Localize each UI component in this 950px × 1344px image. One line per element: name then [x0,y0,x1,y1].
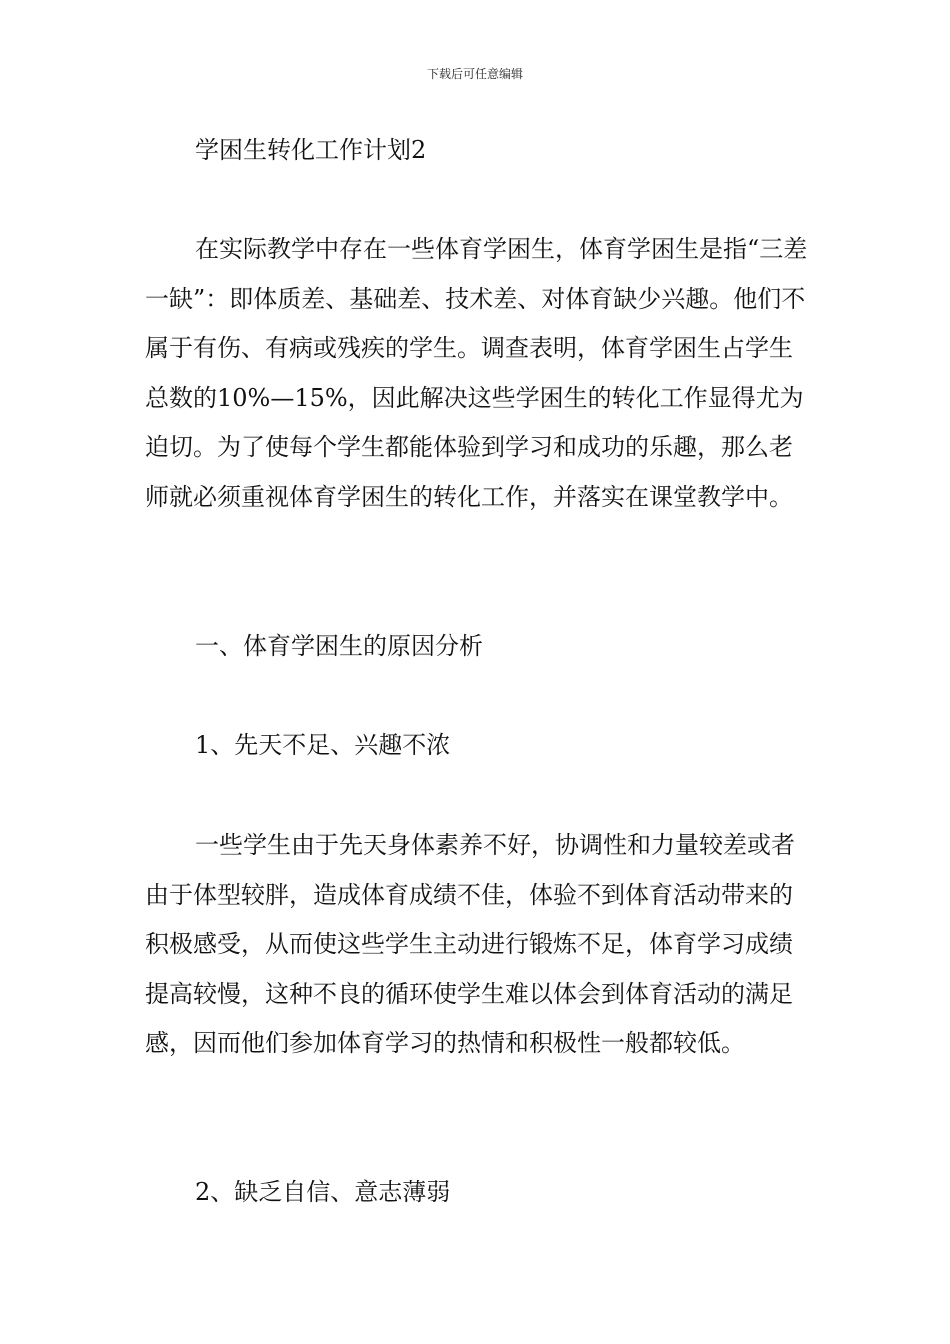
paragraph-intro: 在实际教学中存在一些体育学困生，体育学困生是指“三差一缺”：即体质差、基础差、技术差、对体育缺少兴趣。他们不属于有伤、有病或残疾的学生。调查表明，体育学困生占学生总数的10%—15%，因此解决这些学困生的转化工作显得尤为迫切。为了使每个学生都能体验到学习和成功的乐趣，那么老师就必须重视体育学困生的转化工作，并落实在课堂教学中。 [145,235,808,511]
subheading-item-2: 2、缺乏自信、意志薄弱 [195,1178,451,1206]
document-title: 学困生转化工作计划2 [195,136,427,164]
section-heading-cause-analysis: 一、体育学困生的原因分析 [195,632,483,660]
subheading-item-1: 1、先天不足、兴趣不浓 [195,731,451,759]
paragraph-item-1: 一些学生由于先天身体素养不好，协调性和力量较差或者由于体型较胖，造成体育成绩不佳，体验不到体育活动带来的积极感受，从而使这些学生主动进行锻炼不足，体育学习成绩提高较慢，这种不良的循环使学生难以体会到体育活动的满足感，因而他们参加体育学习的热情和积极性一般都较低。 [145,831,795,1057]
header-note: 下载后可任意编辑 [426,67,523,81]
